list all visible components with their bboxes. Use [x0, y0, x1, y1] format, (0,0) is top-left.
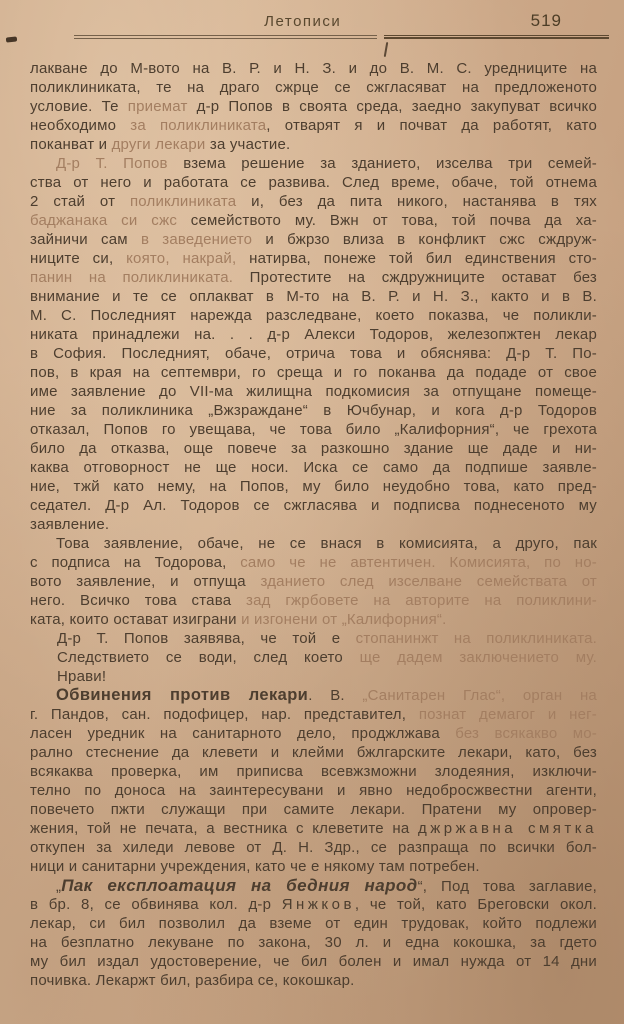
- ink-speck: [6, 36, 17, 42]
- text-line: седател. Д-р Ал. Тодоров се сжгласява и подписва поднесеното му: [30, 497, 597, 514]
- faded-text: познат демагог и нег-: [418, 706, 597, 723]
- faded-text: която, накрай,: [126, 250, 237, 267]
- text-segment: Д-р Т. Попов заявява, че той е: [57, 630, 356, 647]
- popov-owner-statement: [57, 629, 597, 686]
- header-rule-left-segment: [74, 35, 377, 39]
- letterspaced-text: джржавна смятка: [417, 820, 597, 837]
- text-segment: в бр. 8, се обвинява кол. д-р: [30, 896, 282, 913]
- text-segment: . В.: [308, 687, 363, 704]
- faded-text: в заведението: [140, 231, 253, 248]
- text-line: пов, в края на септември, го среща и го поканва да подаде от свое: [30, 364, 597, 381]
- text-line: [30, 192, 597, 211]
- text-segment: “, Под това заглавие,: [417, 878, 597, 895]
- faded-text: поликлиниката: [129, 193, 237, 210]
- text-line: [30, 116, 597, 135]
- text-line: повечето пжти служащи при самите лекари. Пратени му опровер-: [30, 801, 597, 818]
- text-line: Това заявление, обаче, не се внася в комисията, а друго, пак: [56, 535, 597, 552]
- text-segment: Следствието се води, след което: [57, 649, 360, 666]
- text-segment: и, без да пита никого, настанява в тях: [236, 193, 597, 210]
- faded-text: зад гжрбовете на авторите на поликлини-: [246, 592, 597, 609]
- faded-text: приемат: [127, 98, 188, 115]
- text-line: [30, 97, 597, 116]
- text-line: поликлиниката, те на драго сжрце се сжгласяват на предложеното: [30, 79, 597, 96]
- faded-text: „Санитарен Глас“, орган на: [362, 687, 597, 704]
- faded-text: други лекари: [111, 136, 206, 153]
- text-line: ние за поликлиника „Вжзраждане“ в Ючбунар, и кога д-р Тодоров: [30, 402, 597, 419]
- stray-ink-mark: [384, 42, 389, 57]
- faded-text: баджанака си сжс: [30, 212, 178, 229]
- text-segment: него. Всичко това става: [30, 592, 247, 609]
- text-segment: зайничи сам: [30, 231, 141, 248]
- text-line: [30, 249, 597, 268]
- text-segment: натирва, понеже той бил единствения сто-: [236, 250, 597, 267]
- text-segment: „: [56, 878, 62, 895]
- faded-text: и изгонени от „Калифорния“.: [241, 611, 447, 628]
- text-line: [30, 686, 597, 705]
- text-segment: жения, той не печата, а вестника с клеветите на: [30, 820, 418, 837]
- text-segment: ласен уредник на санитарното дело, проджлжава: [30, 725, 456, 742]
- text-line: [30, 610, 597, 629]
- text-line: [57, 629, 597, 648]
- text-segment: вото заявление, и отпуща: [30, 573, 261, 590]
- continuation-polyclinic-agreement: [30, 59, 597, 154]
- text-line: рално стеснение да клевети и клейми бжлгарските лекари, като, без: [30, 744, 597, 761]
- text-line: [57, 648, 597, 667]
- text-segment: д-р Попов в своята среда, заедно закупуват всичко: [187, 98, 597, 115]
- text-line: било да отказва, още повече за разкошно здание ще даде и ни-: [30, 440, 597, 457]
- text-line: [30, 819, 597, 838]
- text-line: на безплатно лекуване по закона, 30 л. и една кокошка, за гдето: [30, 934, 597, 951]
- text-line: [30, 705, 597, 724]
- text-line: [30, 572, 597, 591]
- bold-lead: Обвинения против лекари: [56, 686, 309, 704]
- text-segment: поканват и: [30, 136, 112, 153]
- text-line: в София. Последният, обаче, отрича това и обяснява: Д-р Т. По-: [30, 345, 597, 362]
- text-line: отказал, Попов го увещава, че това било „Калифорния“, че грехота: [30, 421, 597, 438]
- faded-text: зданието след изселване семействата от: [260, 573, 597, 590]
- page-title: Летописи: [264, 13, 342, 30]
- text-segment: семейството му. Вжн от това, той почва да ха-: [177, 212, 597, 229]
- text-segment: Протестите на сждружниците остават без: [233, 269, 597, 286]
- italic-title: Пак експлоатация на бедния народ: [61, 876, 418, 895]
- body-text: [30, 59, 597, 990]
- text-line: [30, 895, 597, 914]
- text-line: [30, 154, 597, 173]
- text-line: ние, тжй като нему, на Попов, му било неудобно това, като пред-: [30, 478, 597, 495]
- text-line: име заявление до VII-ма жилищна подкомисия за отпущане помеще-: [30, 383, 597, 400]
- letterspaced-text: Янжков: [281, 896, 355, 913]
- faded-text: само че не автентичен. Комисията, по но-: [240, 554, 597, 571]
- text-line: ства от него и работата се развива. След време, обаче, той отнема: [30, 174, 597, 191]
- fake-application: [30, 534, 597, 629]
- text-line: [30, 591, 597, 610]
- text-line: лакване до М-вото на В. Р. и Н. З. и до В. М. С. уредниците на: [30, 60, 597, 77]
- text-line: всякаква проверка, им приписва всевжзможни злодеяния, изключи-: [30, 763, 597, 780]
- text-line: [30, 230, 597, 249]
- faded-text: без всякакво мо-: [455, 725, 597, 742]
- text-line: Нрави!: [57, 668, 107, 685]
- text-line: откупен за хиледи левове от Д. Н. Здр., се разпраща по всички бол-: [30, 839, 597, 856]
- faded-text: Д-р Т. Попов: [56, 155, 168, 172]
- exploitation-of-poor-people: [30, 876, 597, 990]
- text-line: [30, 135, 597, 154]
- text-segment: условие. Те: [30, 98, 128, 115]
- text-segment: взема решение за зданието, изселва три семей-: [167, 155, 597, 172]
- text-line: М. С. Последният нарежда разследване, което показва, че поликли-: [30, 307, 597, 324]
- text-segment: ката, които остават изиграни: [30, 611, 242, 628]
- header-rule-right-segment: [384, 35, 609, 39]
- text-line: [30, 553, 597, 572]
- text-line: [30, 876, 597, 895]
- text-segment: за участие.: [205, 136, 291, 153]
- text-segment: ниците си,: [30, 250, 127, 267]
- text-line: [30, 268, 597, 287]
- text-line: каква отговорност не ще носи. Иска се само да подпише заявле-: [30, 459, 597, 476]
- popov-building-conflict: [30, 154, 597, 534]
- text-line: [30, 211, 597, 230]
- text-line: лекар, си бил позволил да вземе от един трудовак, който подлежи: [30, 915, 597, 932]
- text-line: никата принадлежи на. . . д-р Алекси Тодоров, железопжтен лекар: [30, 326, 597, 343]
- text-line: внимание и те се оплакват в М-то на В. Р. и Н. З., както и в В.: [30, 288, 597, 305]
- faded-text: за поликлиниката: [130, 117, 267, 134]
- page-number: 519: [530, 11, 562, 30]
- text-line: му бил издал удостоверение, че бил болен и имал нужда от 14 дни: [30, 953, 597, 970]
- text-line: [30, 724, 597, 743]
- text-segment: , отварят я и почват да работят, като: [266, 117, 597, 134]
- text-line: почивка. Лекаржт бил, разбира се, кокошкар.: [30, 972, 355, 989]
- text-line: телно по доноса на заинтересувани и явно недобросжвестни агенти,: [30, 782, 597, 799]
- text-segment: г. Пандов, сан. подофицер, нар. представител,: [30, 706, 419, 723]
- text-segment: с подписа на Тодорова,: [30, 554, 241, 571]
- text-segment: и бжрзо влиза в конфликт сжс сждруж-: [252, 231, 597, 248]
- faded-text: стопанинжт на поликлиниката.: [355, 630, 597, 647]
- accusations-against-doctors: [30, 686, 597, 876]
- faded-text: ще дадем заключението му.: [359, 649, 597, 666]
- text-line: ници и санитарни учреждения, като че е някому там потребен.: [30, 858, 480, 875]
- text-segment: необходимо: [30, 117, 131, 134]
- header-rule: [74, 35, 609, 39]
- text-line: заявление.: [30, 516, 110, 533]
- text-segment: 2 стай от: [30, 193, 130, 210]
- text-segment: , че той, като Бреговски окол.: [354, 896, 597, 913]
- faded-text: панин на поликлиниката.: [30, 269, 234, 286]
